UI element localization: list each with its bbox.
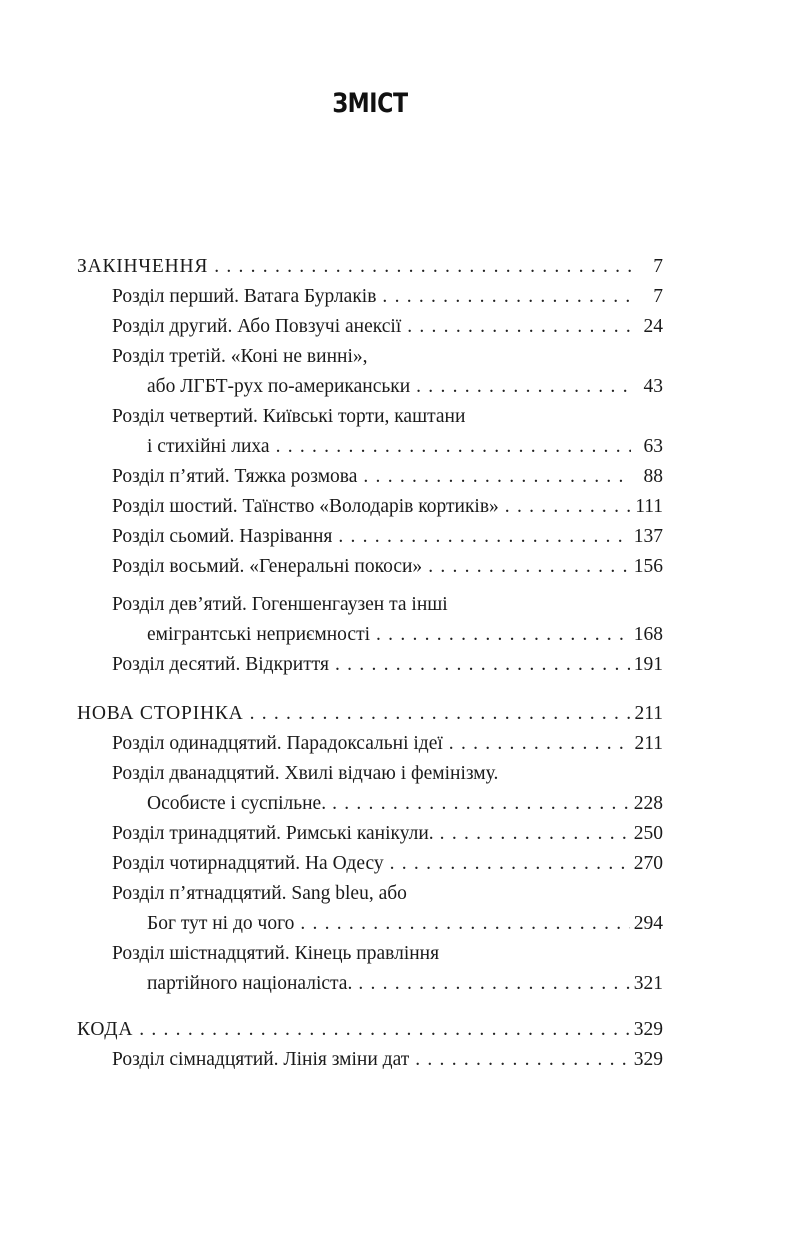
toc-chapter-title-continued: партійного націоналіста.	[147, 973, 353, 994]
toc-page-number: 250	[633, 823, 663, 844]
dot-leader	[214, 252, 631, 282]
toc-chapter[interactable]	[77, 402, 663, 462]
toc-part[interactable]	[77, 252, 663, 282]
toc-chapter[interactable]	[77, 342, 663, 402]
toc-chapter[interactable]	[77, 650, 663, 680]
toc-chapter-title: Розділ четвертий. Київські торти, каштани	[112, 406, 466, 427]
dot-leader	[363, 462, 631, 492]
toc-page-number: 270	[633, 853, 663, 874]
toc-page-number: 24	[643, 316, 663, 337]
toc-page-number: 211	[634, 733, 663, 754]
toc-page-number: 111	[635, 496, 663, 517]
dot-leader	[505, 492, 631, 522]
toc-chapter-title: Розділ восьмий. «Генеральні покоси»	[112, 556, 423, 577]
dot-leader	[382, 282, 631, 312]
toc-chapter-title: Розділ третій. «Коні не винні»,	[112, 346, 368, 367]
toc-page-number: 137	[633, 526, 663, 547]
toc-part[interactable]	[77, 1015, 663, 1045]
toc-part[interactable]	[77, 699, 663, 729]
toc-page-number: 329	[633, 1049, 663, 1070]
dot-leader	[276, 432, 631, 462]
toc-chapter[interactable]	[77, 729, 663, 759]
toc-chapter[interactable]	[77, 939, 663, 999]
toc-chapter-title: Розділ сімнадцятий. Лінія зміни дат	[112, 1049, 410, 1070]
toc-chapter-title-continued: емігрантські неприємності	[147, 624, 371, 645]
toc-chapter-title: Розділ одинадцятий. Парадоксальні ідеї	[112, 733, 443, 754]
toc-chapter-title: Розділ п’ятнадцятий. Sang bleu, або	[112, 883, 407, 904]
toc-chapter[interactable]	[77, 552, 663, 582]
dot-leader	[428, 552, 630, 582]
dot-leader	[139, 1015, 630, 1045]
toc-chapter[interactable]	[77, 849, 663, 879]
dot-leader	[338, 522, 629, 552]
spacer	[77, 999, 663, 1015]
toc-chapter-title: Розділ п’ятий. Тяжка розмова	[112, 466, 358, 487]
toc-part-label: ЗАКІНЧЕННЯ	[77, 256, 209, 277]
toc-page-number: 43	[643, 376, 663, 397]
dot-leader	[335, 650, 630, 680]
dot-leader	[376, 620, 630, 650]
toc-page-number: 211	[634, 703, 663, 724]
toc-page-number: 294	[633, 913, 663, 934]
dot-leader	[415, 1045, 630, 1075]
dot-leader	[300, 909, 629, 939]
dot-leader	[440, 819, 630, 849]
toc-chapter-title: Розділ дванадцятий. Хвилі відчаю і фемінізму.	[112, 763, 499, 784]
toc-chapter[interactable]	[77, 312, 663, 342]
dot-leader	[250, 699, 631, 729]
toc-chapter-title-continued: Бог тут ні до чого	[147, 913, 295, 934]
toc-page-number: 329	[633, 1019, 663, 1040]
toc-chapter-title: Розділ десятий. Відкриття	[112, 654, 329, 675]
toc-chapter-title: Розділ сьомий. Назрівання	[112, 526, 333, 547]
toc-chapter-title: Розділ шостий. Таїнство «Володарів кортиків»	[112, 496, 499, 517]
toc-chapter-title-continued: або ЛГБТ-рух по-американськи	[147, 376, 411, 397]
toc-chapter[interactable]	[77, 1045, 663, 1075]
toc-page-number: 7	[653, 286, 663, 307]
dot-leader	[407, 312, 631, 342]
toc-chapter-title-continued: Особисте і суспільне.	[147, 793, 327, 814]
toc-chapter-title: Розділ чотирнадцятий. На Одесу	[112, 853, 384, 874]
toc-page-number: 88	[643, 466, 663, 487]
dot-leader	[416, 372, 631, 402]
toc-page-number: 63	[643, 436, 663, 457]
toc-chapter[interactable]	[77, 462, 663, 492]
toc-chapter[interactable]	[77, 492, 663, 522]
toc-part-label: КОДА	[77, 1019, 134, 1040]
dot-leader	[358, 969, 629, 999]
dot-leader	[449, 729, 631, 759]
toc-chapter-title: Розділ другий. Або Повзучі анексії	[112, 316, 402, 337]
toc-part-label: НОВА СТОРІНКА	[77, 703, 244, 724]
toc-chapter[interactable]	[77, 282, 663, 312]
toc-chapter-title: Розділ шістнадцятий. Кінець правління	[112, 943, 440, 964]
toc-chapter[interactable]	[77, 522, 663, 552]
spacer	[77, 582, 663, 590]
toc-page-number: 228	[633, 793, 663, 814]
toc-page-number: 7	[653, 256, 663, 277]
toc-page-number: 156	[633, 556, 663, 577]
table-of-contents	[77, 252, 663, 1075]
spacer	[77, 680, 663, 699]
toc-chapter-title-continued: і стихійні лиха	[147, 436, 270, 457]
toc-chapter[interactable]	[77, 819, 663, 849]
toc-page-number: 168	[633, 624, 663, 645]
toc-chapter-title: Розділ тринадцятий. Римські канікули.	[112, 823, 434, 844]
dot-leader	[332, 789, 630, 819]
toc-chapter[interactable]	[77, 590, 663, 650]
toc-chapter[interactable]	[77, 879, 663, 939]
toc-chapter-title: Розділ дев’ятий. Гогеншенгаузен та інші	[112, 594, 448, 615]
page-title: ЗМІСТ	[332, 88, 408, 119]
dot-leader	[390, 849, 630, 879]
toc-chapter[interactable]	[77, 759, 663, 819]
toc-page-number: 191	[633, 654, 663, 675]
toc-page-number: 321	[633, 973, 663, 994]
toc-chapter-title: Розділ перший. Ватага Бурлаків	[112, 286, 377, 307]
